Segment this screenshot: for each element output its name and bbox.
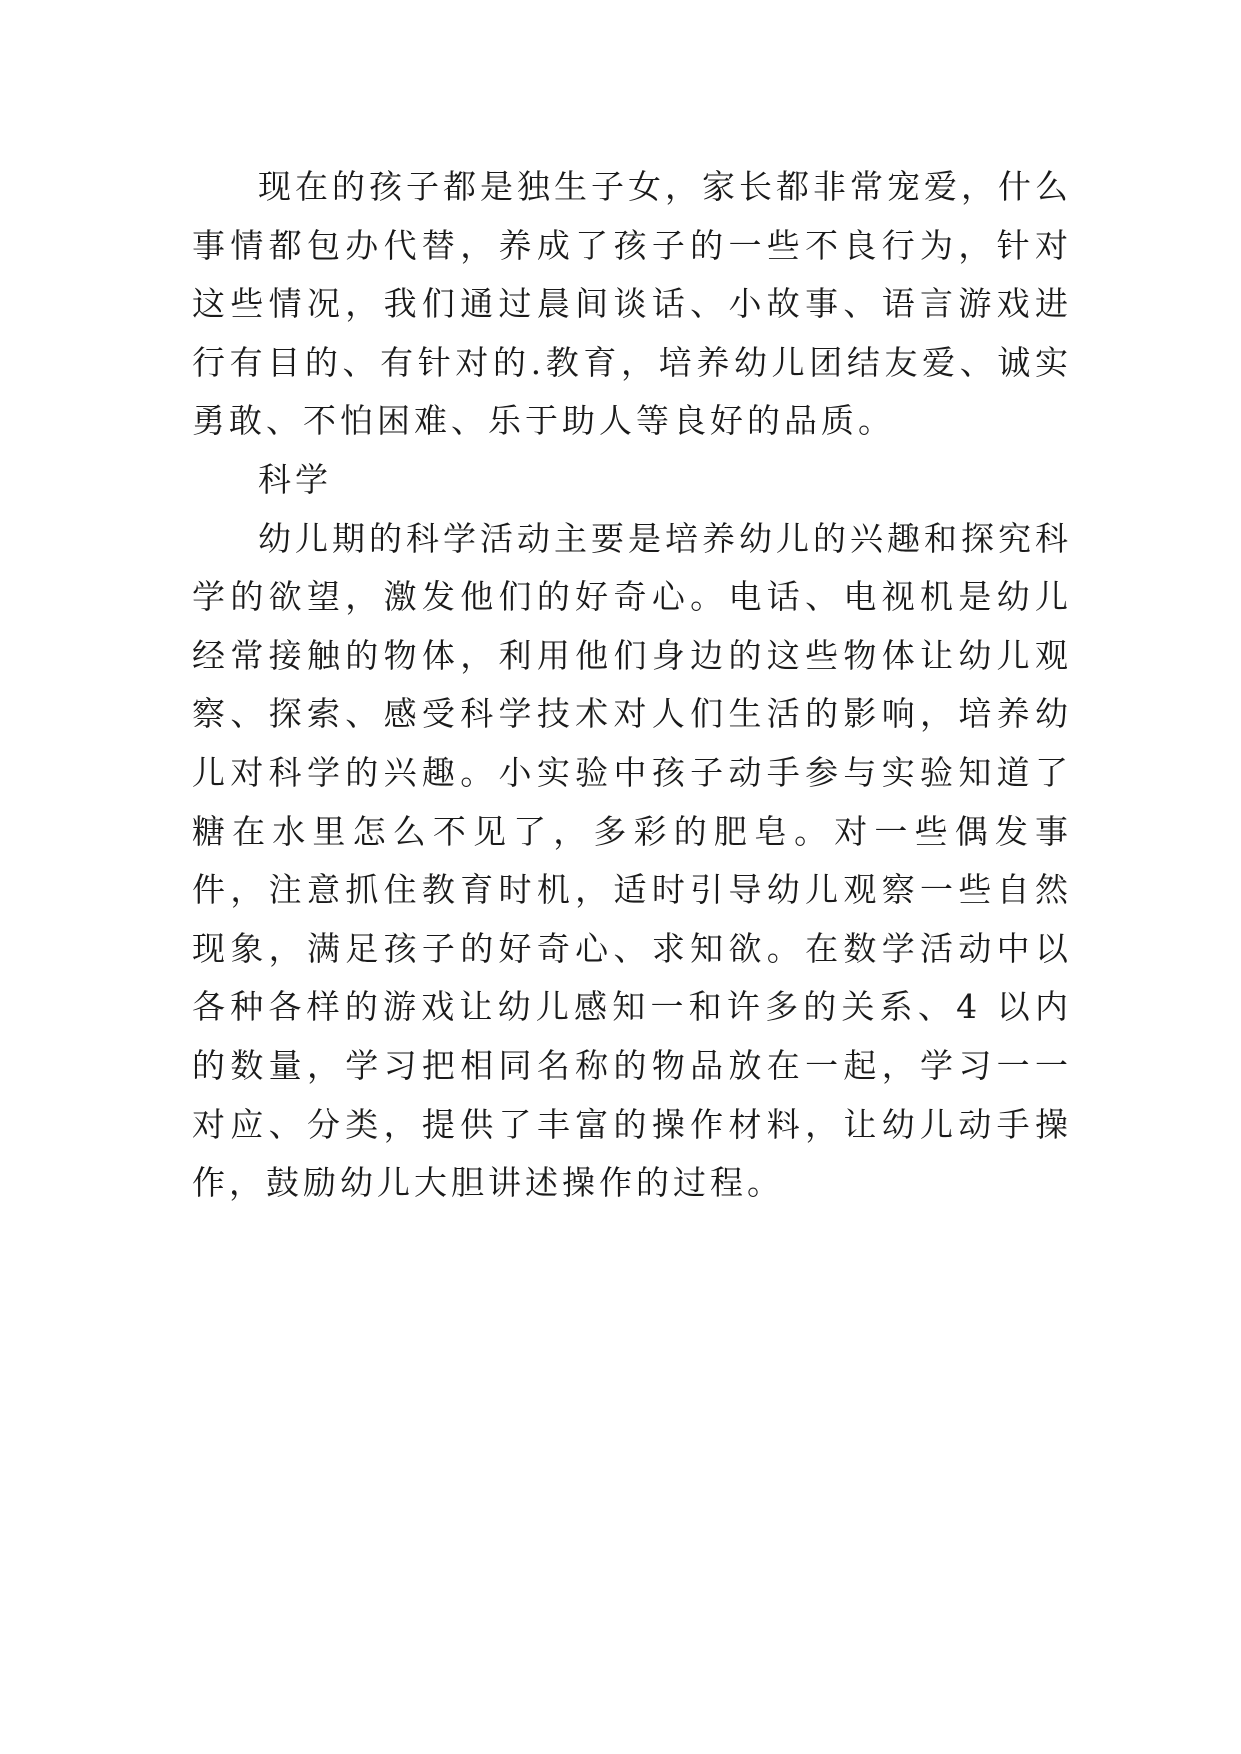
paragraph-science-activities: 幼儿期的科学活动主要是培养幼儿的兴趣和探究科学的欲望，激发他们的好奇心。电话、电视机是幼儿经常接触的物体，利用他们身边的这些物体让幼儿观察、探索、感受科学技术对人们生活的影响，培养幼儿对科学的兴趣。小实验中孩子动手参与实验知道了糖在水里怎么不见了，多彩的肥皂。对一些偶发事件，注意抓住教育时机，适时引导幼儿观察一些自然现象，满足孩子的好奇心、求知欲。在数学活动中以各种各样的游戏让幼儿感知一和许多的关系、4 以内的数量，学习把相同名称的物品放在一起，学习一一对应、分类，提供了丰富的操作材料，让幼儿动手操作，鼓励幼儿大胆讲述操作的过程。 — [192, 518, 1072, 1203]
document-body — [192, 158, 1072, 1213]
section-heading-science: 科学 — [258, 459, 332, 499]
paragraph-moral-education: 现在的孩子都是独生子女，家长都非常宠爱，什么事情都包办代替，养成了孩子的一些不良行为，针对这些情况，我们通过晨间谈话、小故事、语言游戏进行有目的、有针对的.教育，培养幼儿团结友爱、诚实勇敢、不怕困难、乐于助人等良好的品质。 — [192, 167, 1072, 441]
